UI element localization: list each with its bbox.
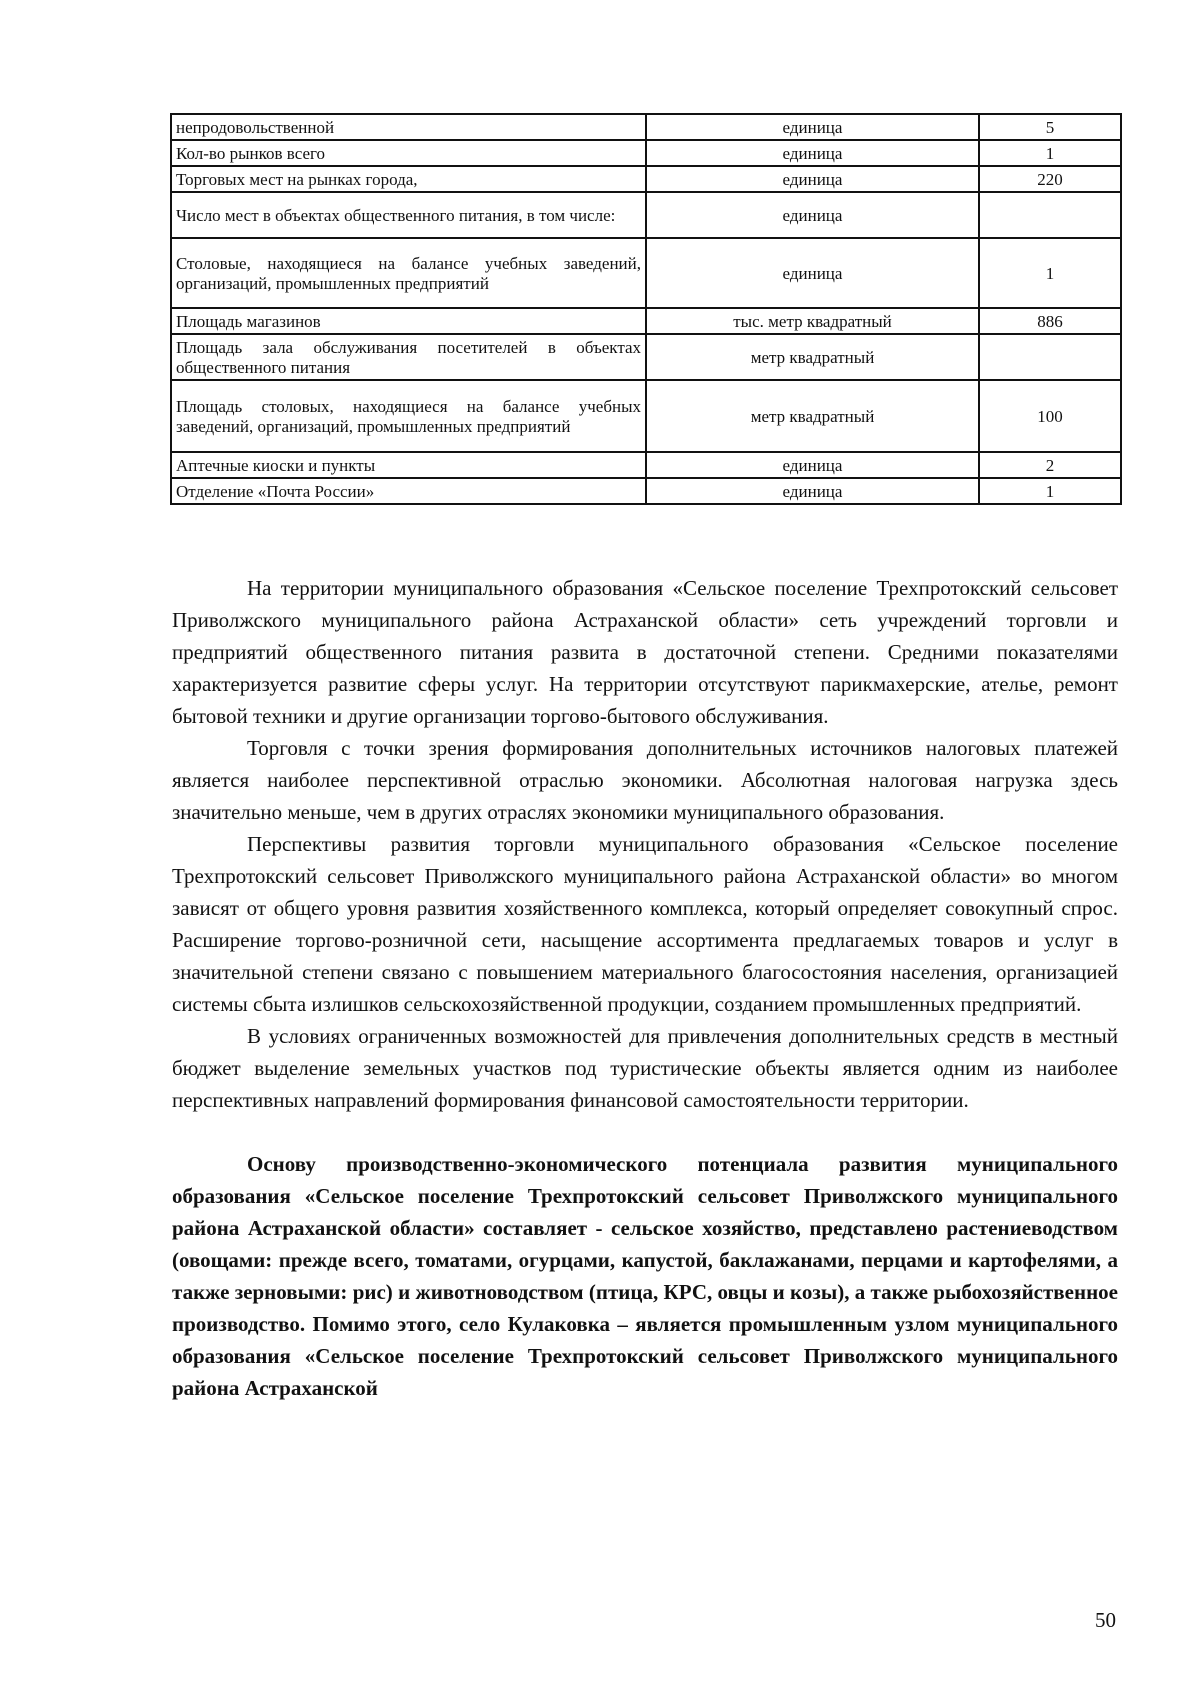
indicator-cell: Площадь столовых, находящиеся на балансе учебных заведений, организаций, промышленных предприятий (171, 380, 646, 452)
body-text (172, 572, 1118, 1404)
table-row (171, 308, 1121, 334)
unit-cell: единица (646, 478, 979, 504)
unit-cell: единица (646, 238, 979, 308)
unit-cell: метр квадратный (646, 380, 979, 452)
indicator-cell: Столовые, находящиеся на балансе учебных заведений, организаций, промышленных предприятий (171, 238, 646, 308)
value-cell: 1 (979, 238, 1121, 308)
value-cell: 1 (979, 478, 1121, 504)
table-row (171, 452, 1121, 478)
indicator-cell: Площадь зала обслуживания посетителей в объектах общественного питания (171, 334, 646, 380)
table-row (171, 238, 1121, 308)
table-row (171, 334, 1121, 380)
unit-cell: единица (646, 140, 979, 166)
indicator-cell: Кол-во рынков всего (171, 140, 646, 166)
value-cell: 220 (979, 166, 1121, 192)
indicator-cell: Отделение «Почта России» (171, 478, 646, 504)
unit-cell: единица (646, 166, 979, 192)
indicator-cell: Число мест в объектах общественного питания, в том числе: (171, 192, 646, 238)
table-row (171, 478, 1121, 504)
value-cell: 886 (979, 308, 1121, 334)
value-cell: 2 (979, 452, 1121, 478)
paragraph: Перспективы развития торговли муниципального образования «Сельское поселение Трехпротокский сельсовет Приволжского муниципального района Астраханской области» во многом зависят от общего уровня развития хозяйственного комплекса, который определяет совокупный спрос. Расширение торгово-розничной сети, насыщение ассортимента предлагаемых товаров и услуг в значительной степени связано с повышением материального благосостояния населения, организацией системы сбыта излишков сельскохозяйственной продукции, созданием промышленных предприятий. (172, 832, 1118, 1016)
table-row (171, 166, 1121, 192)
table-row (171, 192, 1121, 238)
value-cell (979, 334, 1121, 380)
table-row (171, 140, 1121, 166)
indicator-cell: Торговых мест на рынках города, (171, 166, 646, 192)
unit-cell: единица (646, 114, 979, 140)
page-number: 50 (1095, 1608, 1116, 1632)
indicator-cell: Аптечные киоски и пункты (171, 452, 646, 478)
indicator-cell: Площадь магазинов (171, 308, 646, 334)
value-cell (979, 192, 1121, 238)
value-cell: 5 (979, 114, 1121, 140)
paragraph: Торговля с точки зрения формирования дополнительных источников налоговых платежей является наиболее перспективной отраслью экономики. Абсолютная налоговая нагрузка здесь значительно меньше, чем в других отраслях экономики муниципального образования. (172, 736, 1118, 824)
unit-cell: единица (646, 192, 979, 238)
value-cell: 1 (979, 140, 1121, 166)
table-row (171, 380, 1121, 452)
paragraph: На территории муниципального образования «Сельское поселение Трехпротокский сельсовет Приволжского муниципального района Астраханской области» сеть учреждений торговли и предприятий общественного питания развита в достаточной степени. Средними показателями характеризуется развитие сферы услуг. На территории отсутствуют парикмахерские, ателье, ремонт бытовой техники и другие организации торгово-бытового обслуживания. (172, 576, 1118, 728)
unit-cell: единица (646, 452, 979, 478)
indicator-cell: непродовольственной (171, 114, 646, 140)
unit-cell: тыс. метр квадратный (646, 308, 979, 334)
unit-cell: метр квадратный (646, 334, 979, 380)
paragraph: В условиях ограниченных возможностей для привлечения дополнительных средств в местный бюджет выделение земельных участков под туристические объекты является одним из наиболее перспективных направлений формирования финансовой самостоятельности территории. (172, 1024, 1118, 1112)
value-cell: 100 (979, 380, 1121, 452)
statistics-table (170, 113, 1122, 505)
table-row (171, 114, 1121, 140)
bold-paragraph: Основу производственно-экономического потенциала развития муниципального образования «Сельское поселение Трехпротокский сельсовет Приволжского муниципального района Астраханской области» составляет - сельское хозяйство, представлено растениеводством (овощами: прежде всего, томатами, огурцами, капустой, баклажанами, перцами и картофелями, а также зерновыми: рис) и животноводством (птица, КРС, овцы и козы), а также рыбохозяйственное производство. Помимо этого, село Кулаковка – является промышленным узлом муниципального образования «Сельское поселение Трехпротокский сельсовет Приволжского муниципального района Астраханской (172, 1152, 1118, 1400)
